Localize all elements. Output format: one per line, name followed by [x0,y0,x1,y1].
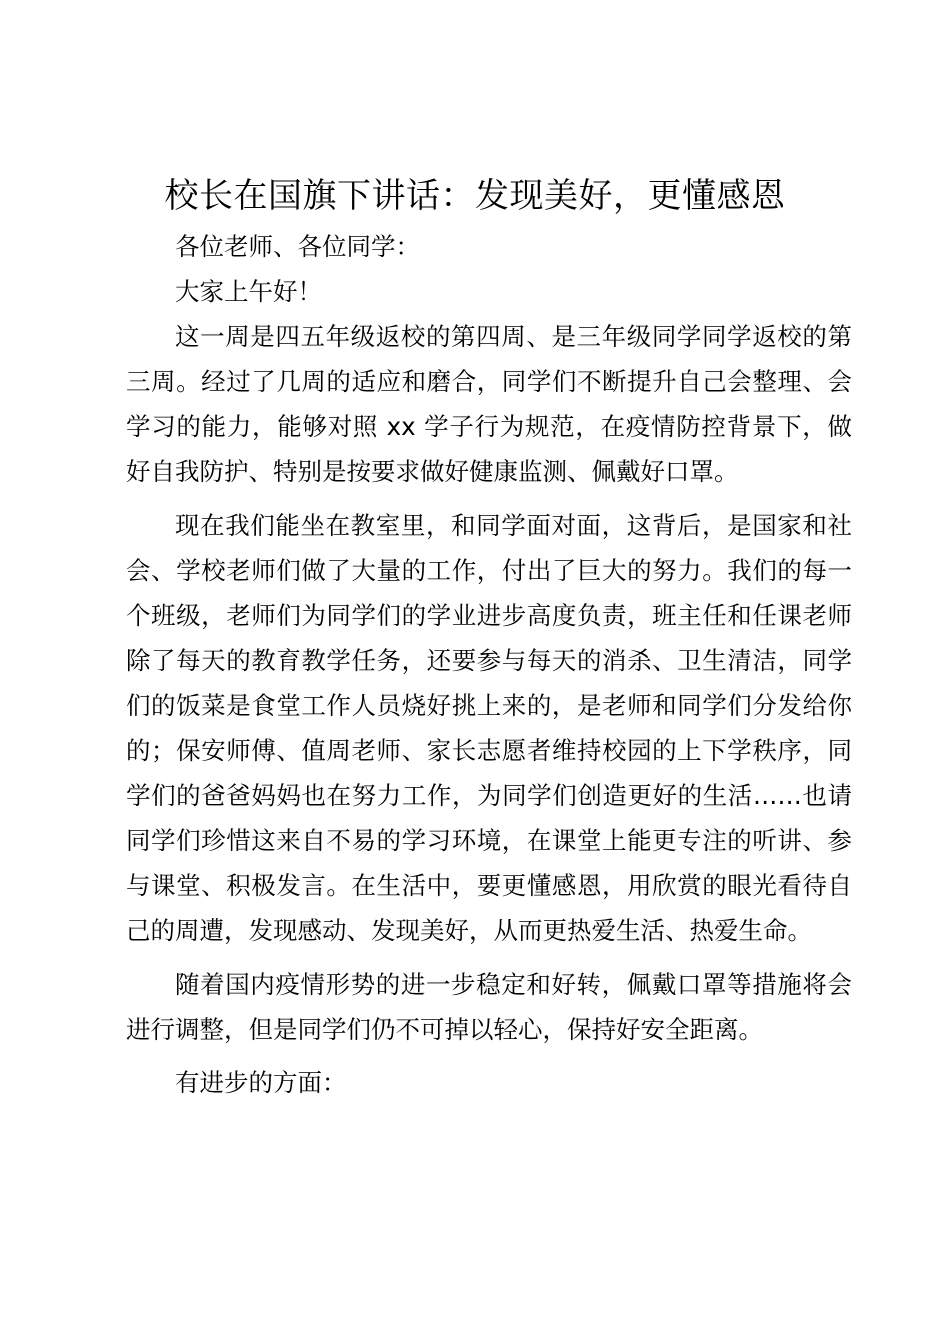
salutation-line: 大家上午好！ [175,277,322,306]
section-heading-progress: 有进步的方面： [175,1068,347,1097]
document-title: 校长在国旗下讲话：发现美好，更懂感恩 [164,176,786,216]
greeting-line: 各位老师、各位同学： [175,232,420,261]
paragraph-3: 随着国内疫情形势的进一步稳定和好转，佩戴口罩等措施将会进行调整，但是同学们仍不可掉以轻心，保持好安全距离。 [126,970,852,1044]
paragraph-2: 现在我们能坐在教室里，和同学面对面，这背后，是国家和社会、学校老师们做了大量的工作，付出了巨大的努力。我们的每一个班级，老师们为同学们的学业进步高度负责，班主任和任课老师除了每天的教育教学任务，还要参与每天的消杀、卫生清洁，同学们的饭菜是食堂工作人员烧好挑上来的，是老师和同学们分发给你的；保安师傅、值周老师、家长志愿者维持校园的上下学秩序，同学们的爸爸妈妈也在努力工作，为同学们创造更好的生活……也请同学们珍惜这来自不易的学习环境，在课堂上能更专注的听讲、参与课堂、积极发言。在生活中，要更懂感恩，用欣赏的眼光看待自己的周遭，发现感动、发现美好，从而更热爱生活、热爱生命。 [126,511,852,945]
paragraph-1: 这一周是四五年级返校的第四周、是三年级同学同学返校的第三周。经过了几周的适应和磨合，同学们不断提升自己会整理、会学习的能力，能够对照 xx 学子行为规范，在疫情防控背景下，做好自我防护、特别是按要求做好健康监测、佩戴好口罩。 [126,322,852,486]
document-body [126,224,852,1105]
